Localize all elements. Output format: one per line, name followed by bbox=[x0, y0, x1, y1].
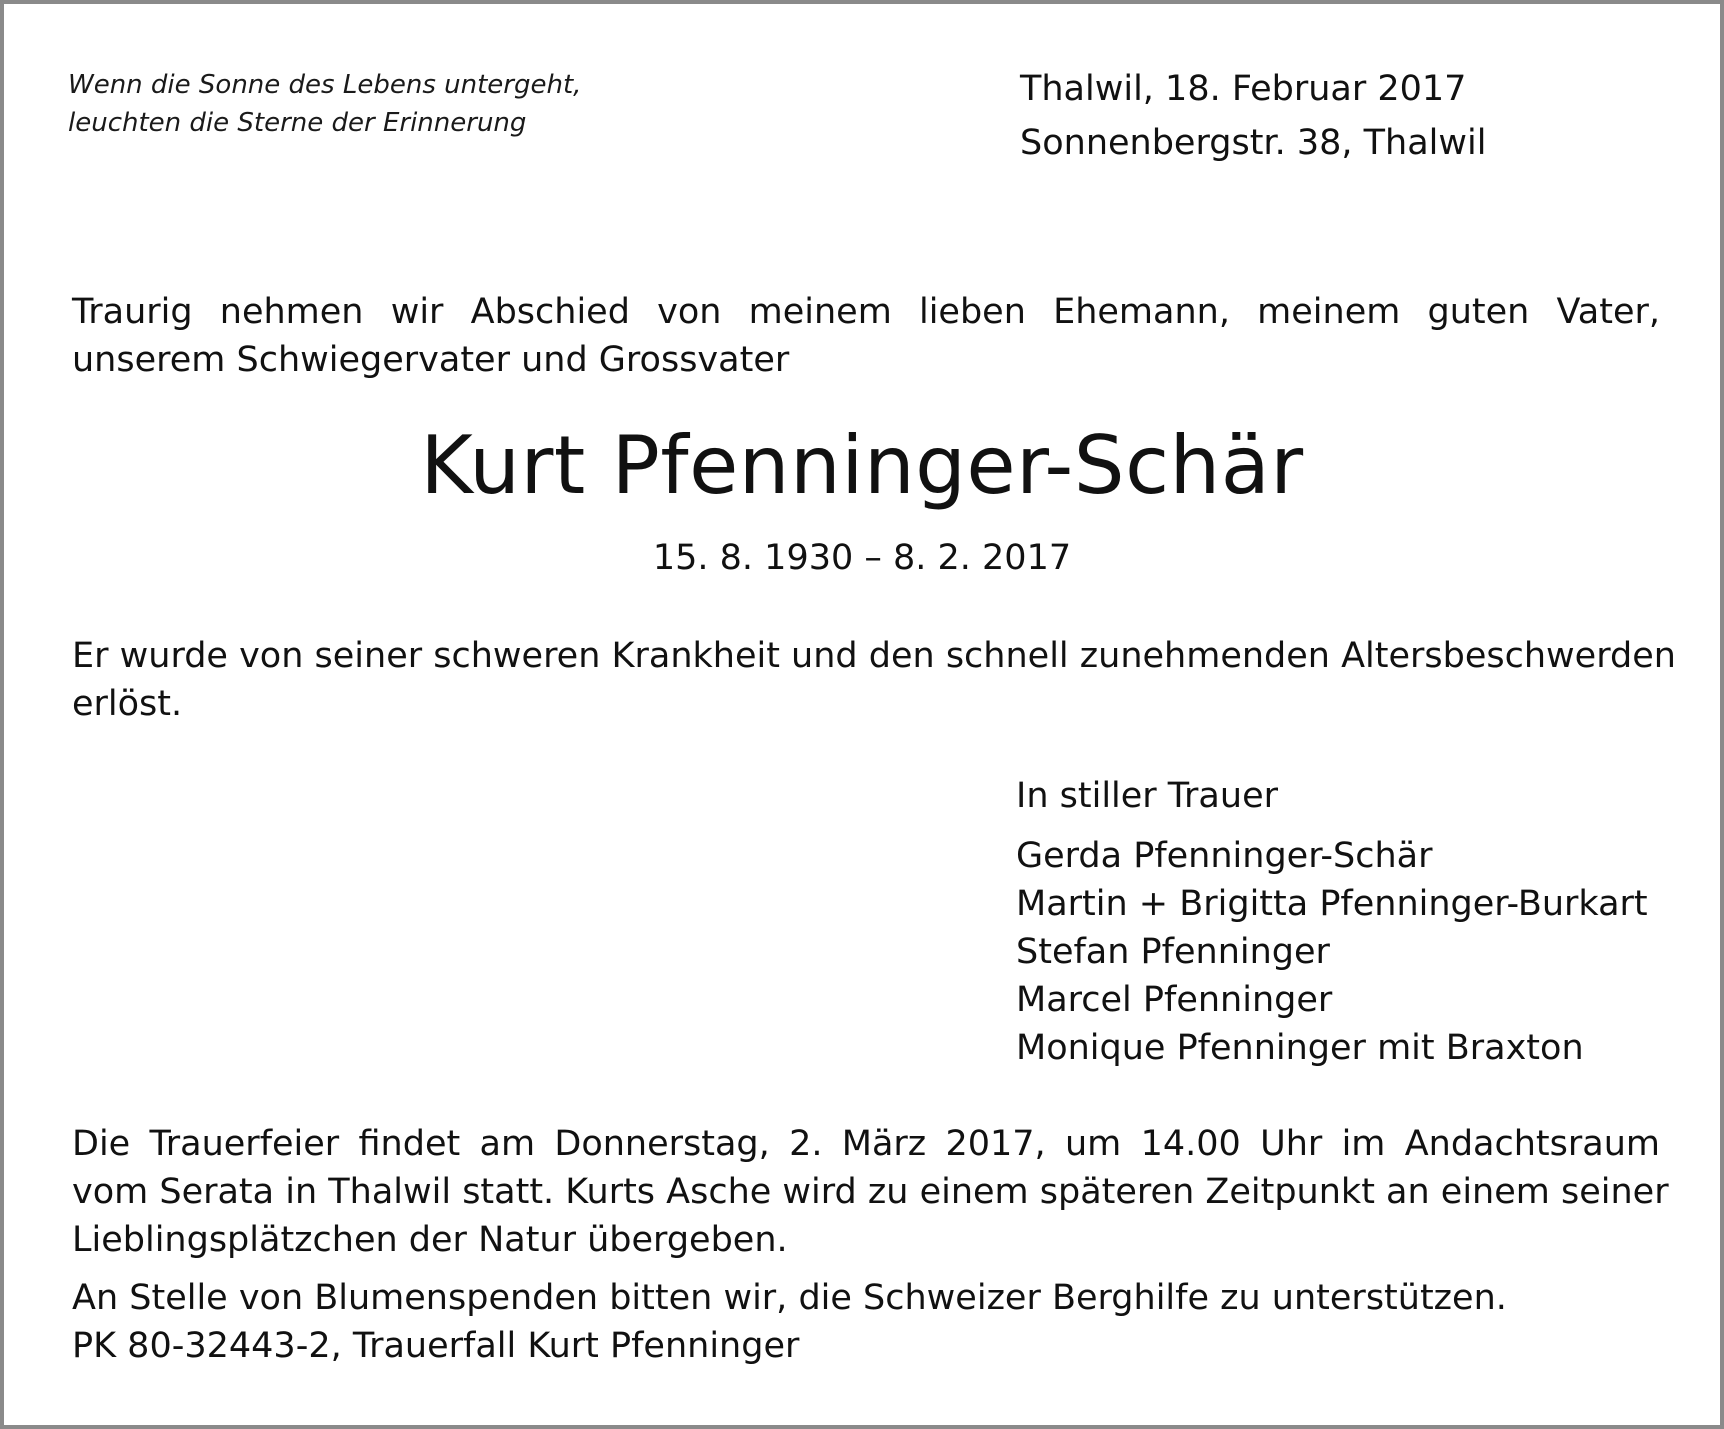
service-line-2: vom Serata in Thalwil statt. Kurts Asche wird zu einem späteren Zeitpunkt an einem seiner bbox=[72, 1172, 1669, 1212]
intro-line-2: unserem Schwiegervater und Grossvater bbox=[72, 340, 790, 380]
motto-line-2: leuchten die Sterne der Erinnerung bbox=[68, 108, 527, 138]
place-and-address bbox=[1020, 62, 1486, 170]
donation-line-1: An Stelle von Blumenspenden bitten wir, die Schweizer Berghilfe zu unterstützen. bbox=[72, 1278, 1507, 1318]
life-dates: 15. 8. 1930 – 8. 2. 2017 bbox=[652, 538, 1072, 578]
mourner-name: Monique Pfenninger mit Braxton bbox=[1016, 1028, 1584, 1068]
intro-line-1: Traurig nehmen wir Abschied von meinem lieben Ehemann, meinem guten Vater, bbox=[72, 292, 1660, 332]
service-line-1: Die Trauerfeier findet am Donnerstag, 2. März 2017, um 14.00 Uhr im Andachtsraum bbox=[72, 1124, 1660, 1164]
service-line-3: Lieblingsplätzchen der Natur übergeben. bbox=[72, 1220, 788, 1260]
deceased-name: Kurt Pfenninger-Schär bbox=[420, 419, 1304, 512]
address: Sonnenbergstr. 38, Thalwil bbox=[1020, 123, 1487, 163]
motto-quote bbox=[68, 66, 581, 142]
motto-line-1: Wenn die Sonne des Lebens untergeht, bbox=[68, 70, 582, 100]
funeral-service-info bbox=[72, 1120, 1669, 1264]
mourners-list bbox=[1016, 772, 1648, 1072]
mourner-name: Marcel Pfenninger bbox=[1016, 980, 1333, 1020]
farewell-intro bbox=[72, 288, 1660, 384]
mourner-name: Martin + Brigitta Pfenninger-Burkart bbox=[1016, 884, 1648, 924]
mourners-heading: In stiller Trauer bbox=[1016, 776, 1278, 816]
donation-line-2: PK 80-32443-2, Trauerfall Kurt Pfenninger bbox=[72, 1326, 800, 1366]
donation-request bbox=[72, 1274, 1507, 1370]
relief-statement bbox=[72, 632, 1676, 728]
mourner-name: Stefan Pfenninger bbox=[1016, 932, 1330, 972]
place-date: Thalwil, 18. Februar 2017 bbox=[1020, 69, 1467, 109]
relief-line-1: Er wurde von seiner schweren Krankheit und den schnell zunehmenden Altersbeschwerden bbox=[72, 636, 1676, 676]
relief-line-2: erlöst. bbox=[72, 684, 183, 724]
mourner-name: Gerda Pfenninger-Schär bbox=[1016, 836, 1433, 876]
